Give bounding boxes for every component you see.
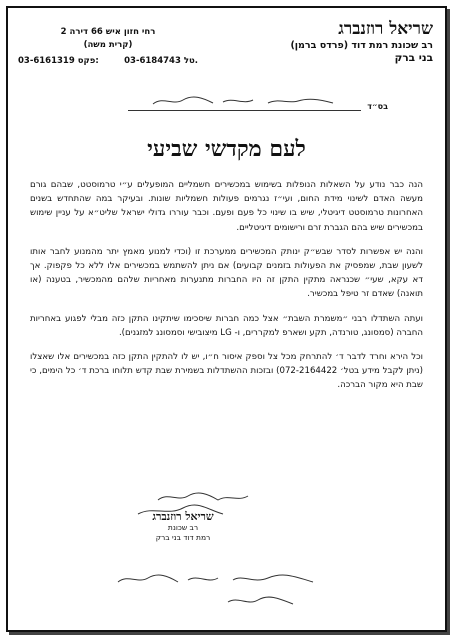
fax-label: פקס:	[77, 56, 99, 66]
address-line-2: (קרית משה)	[83, 40, 133, 50]
paragraph-2: והנה יש אפשרות לסדר שבש״ק ינותק המכשירים ממערכת זו (וכדי למנוע מאמץ יתר מהמנוע לחבר אותו לשעון שבת, שמפסיק את הפעולות בזמנים קבועים) אם ניתן להשתמש במכשירים אלו ללא כל פקפוק. אך דא עקא, שעי״ שכנראה מתקין התקן זה היו החברות מתנערות מאחריות שלהם מהמכשיר, בטענה (או תואנה) שאדם זר טיפל במכשיר.	[30, 246, 423, 300]
rabbi-stamp	[128, 510, 238, 543]
stamp-line-2: רמת דוד בני ברק	[155, 533, 211, 542]
paragraph-3: ועתה השתדלו רבני ״משמרת השבת״ אצל כמה חברות שיסכימו שיתקינו התקן כזה מבלי לפגוע באחריות החברה (סמסונג, טורנדה, תקע ושארפ למקררים, ו- LG מיצובישי וסמסונג למזגנים).	[30, 313, 423, 338]
fax-number-value: 03-6161319	[18, 56, 75, 66]
letter-title: לעם מקדשי שביעי	[147, 136, 306, 162]
rabbi-name: שריאל רוזנברג	[338, 19, 433, 39]
paragraph-4: וכל הירא וחרד לדבר ד׳ להתרחק מכל צל וספק איסור ח״ו, יש לו להתקין התקן כזה במכשירים אלו שאצלו (ניתן לקבל מידע בטל׳ 072-2164422) ובזכות ההשתדלות בשמירת שבת קדש תלוחו ברכת ד׳ כל הימים, כי שבת היא מקור הברכה.	[30, 352, 423, 391]
phone-number-value: 03-6184743	[124, 56, 181, 66]
letterhead-contact	[18, 26, 198, 66]
contact-numbers	[18, 56, 198, 66]
paragraph-1: הנה כבר נודע על השאלות הנופלות בשימוש במכשירים חשמליים המופעלים ע״י טרמוסטט, שבהם גורם מעשה האדם לשינוי מידת החום, ועי״ז נגרמים פעולות חשמליות שונות. ובעיקר במה שהתחדש בשנים האחרונות טרמוסטט דיגיטלי, שיש בו שינוי כל פעם ופעם. וכבר עוררו גדולי ישראל שליט״א על עניין שימוש במכשירים שיש בהם הגברת זרם ורישומים דיגיטליים.	[30, 180, 423, 233]
handwritten-note-scribble	[108, 568, 328, 612]
handwritten-date-scribble	[148, 94, 348, 108]
rabbi-title: רב שכונת רמת דוד (פרדס ברמן)	[290, 40, 433, 51]
handwritten-note	[108, 568, 328, 616]
stamp-line-1: רב שכונת	[167, 523, 199, 532]
fax-number	[18, 56, 99, 66]
handwritten-date	[128, 100, 361, 111]
address-line-1: רחי חזון איש 66 דירה 2	[60, 27, 156, 37]
letter-body	[30, 178, 423, 403]
date-line	[128, 100, 388, 111]
phone-label: טל.	[183, 56, 198, 66]
phone-number	[124, 56, 198, 66]
letterhead-rabbi	[263, 20, 433, 65]
stamp-name: שריאל רוזנברג	[152, 510, 214, 523]
letter-page	[6, 6, 447, 632]
date-prefix: בס״ד	[367, 102, 388, 111]
rabbi-city: בני ברק	[394, 52, 433, 64]
